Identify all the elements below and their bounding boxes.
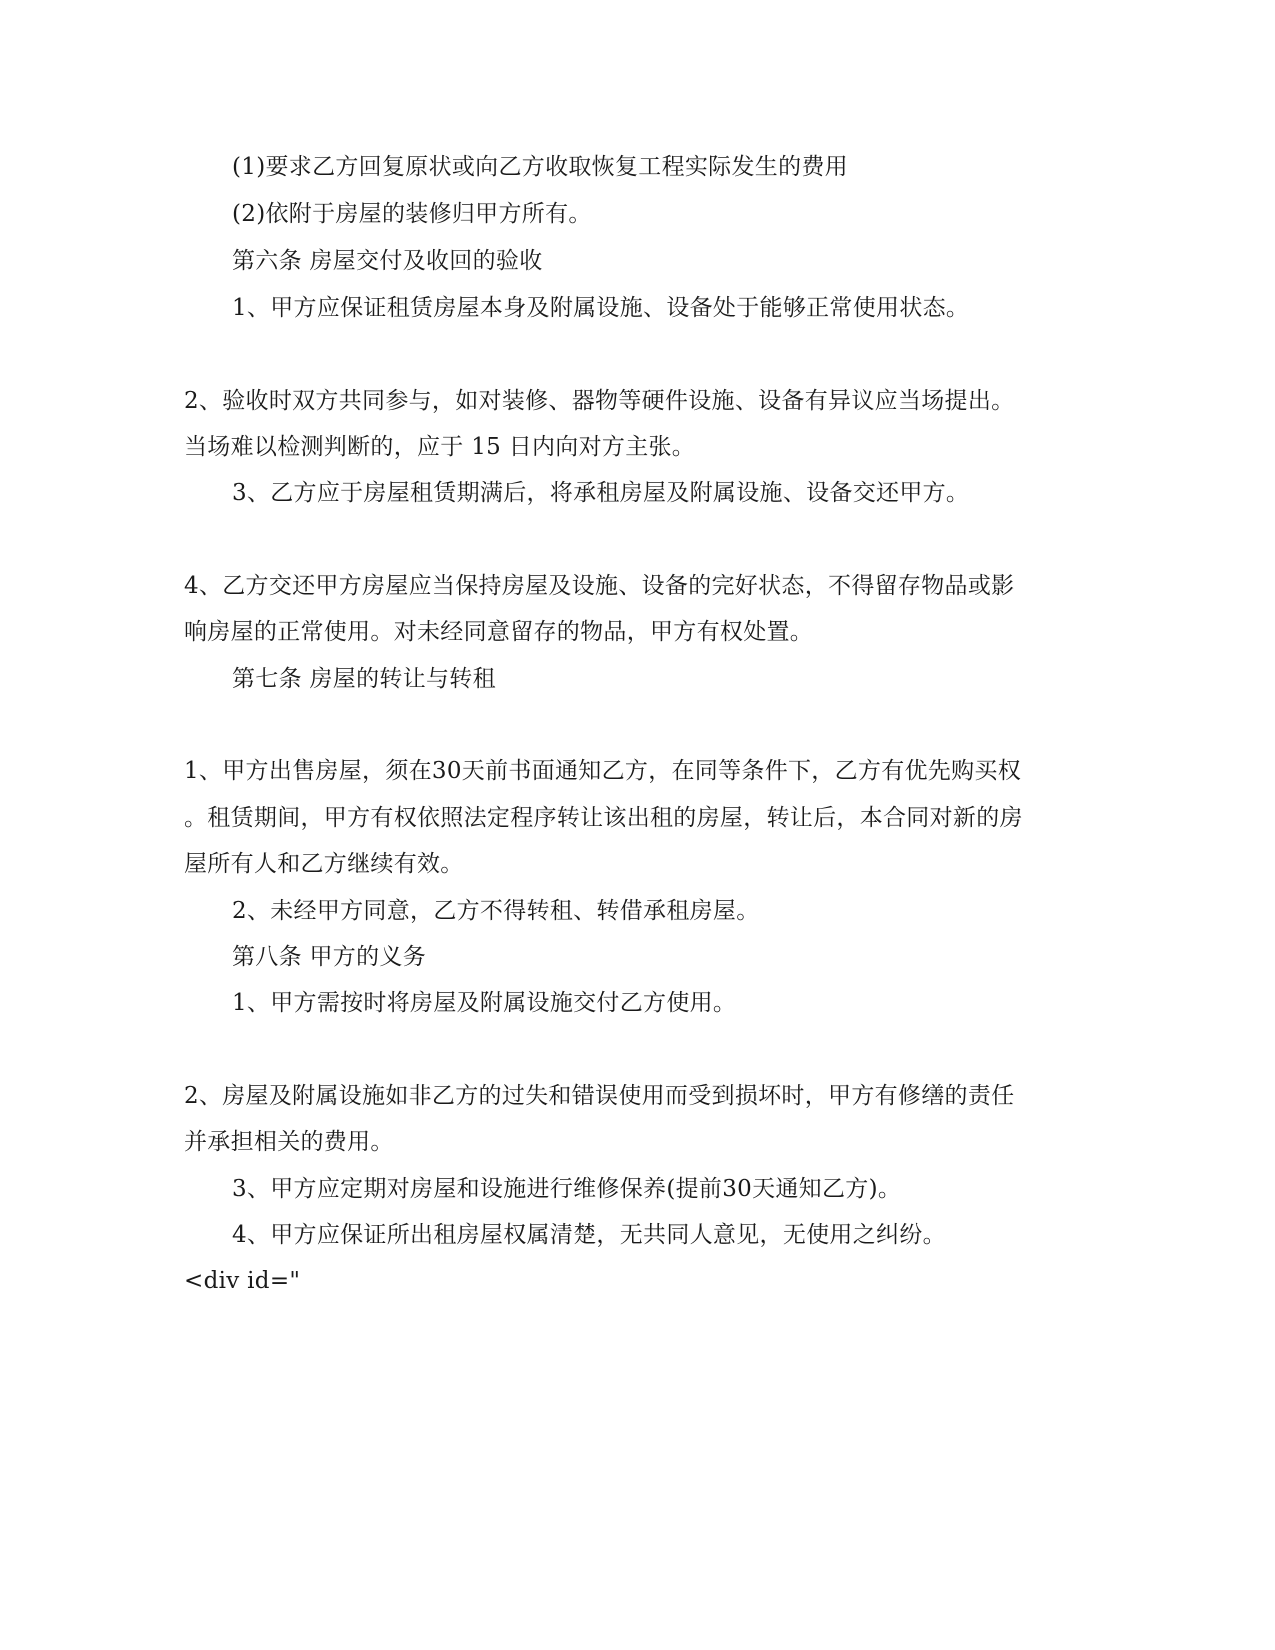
clause-line: 2、验收时双方共同参与，如对装修、器物等硬件设施、设备有异议应当场提出。 <box>184 388 1015 414</box>
section-heading: 第七条 房屋的转让与转租 <box>232 666 496 692</box>
clause-line: 并承担相关的费用。 <box>184 1129 394 1155</box>
clause-line: (2)依附于房屋的装修归甲方所有。 <box>232 201 592 227</box>
clause-line: 响房屋的正常使用。对未经同意留存的物品，甲方有权处置。 <box>184 619 814 645</box>
clause-line: 2、未经甲方同意，乙方不得转租、转借承租房屋。 <box>232 898 760 924</box>
clause-line: 4、甲方应保证所出租房屋权属清楚，无共同人意见，无使用之纠纷。 <box>232 1222 946 1248</box>
clause-line: 1、甲方应保证租赁房屋本身及附属设施、设备处于能够正常使用状态。 <box>232 295 970 321</box>
clause-line: 3、甲方应定期对房屋和设施进行维修保养(提前30天通知乙方)。 <box>232 1176 902 1202</box>
clause-line: 当场难以检测判断的，应于 15 日内向对方主张。 <box>184 434 696 460</box>
clause-line: 1、甲方需按时将房屋及附属设施交付乙方使用。 <box>232 990 737 1016</box>
clause-line: 2、房屋及附属设施如非乙方的过失和错误使用而受到损坏时，甲方有修缮的责任 <box>184 1083 1015 1109</box>
section-heading: 第六条 房屋交付及收回的验收 <box>232 248 543 274</box>
clause-line: 3、乙方应于房屋租赁期满后，将承租房屋及附属设施、设备交还甲方。 <box>232 480 970 506</box>
stray-markup-text: <div id=" <box>184 1268 301 1294</box>
clause-line: 1、甲方出售房屋，须在30天前书面通知乙方，在同等条件下，乙方有优先购买权 <box>184 758 1021 784</box>
clause-line: 。租赁期间，甲方有权依照法定程序转让该出租的房屋，转让后，本合同对新的房 <box>184 805 1023 831</box>
section-heading: 第八条 甲方的义务 <box>232 944 427 970</box>
clause-line: (1)要求乙方回复原状或向乙方收取恢复工程实际发生的费用 <box>232 154 848 180</box>
clause-line: 屋所有人和乙方继续有效。 <box>184 851 464 877</box>
clause-line: 4、乙方交还甲方房屋应当保持房屋及设施、设备的完好状态，不得留存物品或影 <box>184 573 1015 599</box>
